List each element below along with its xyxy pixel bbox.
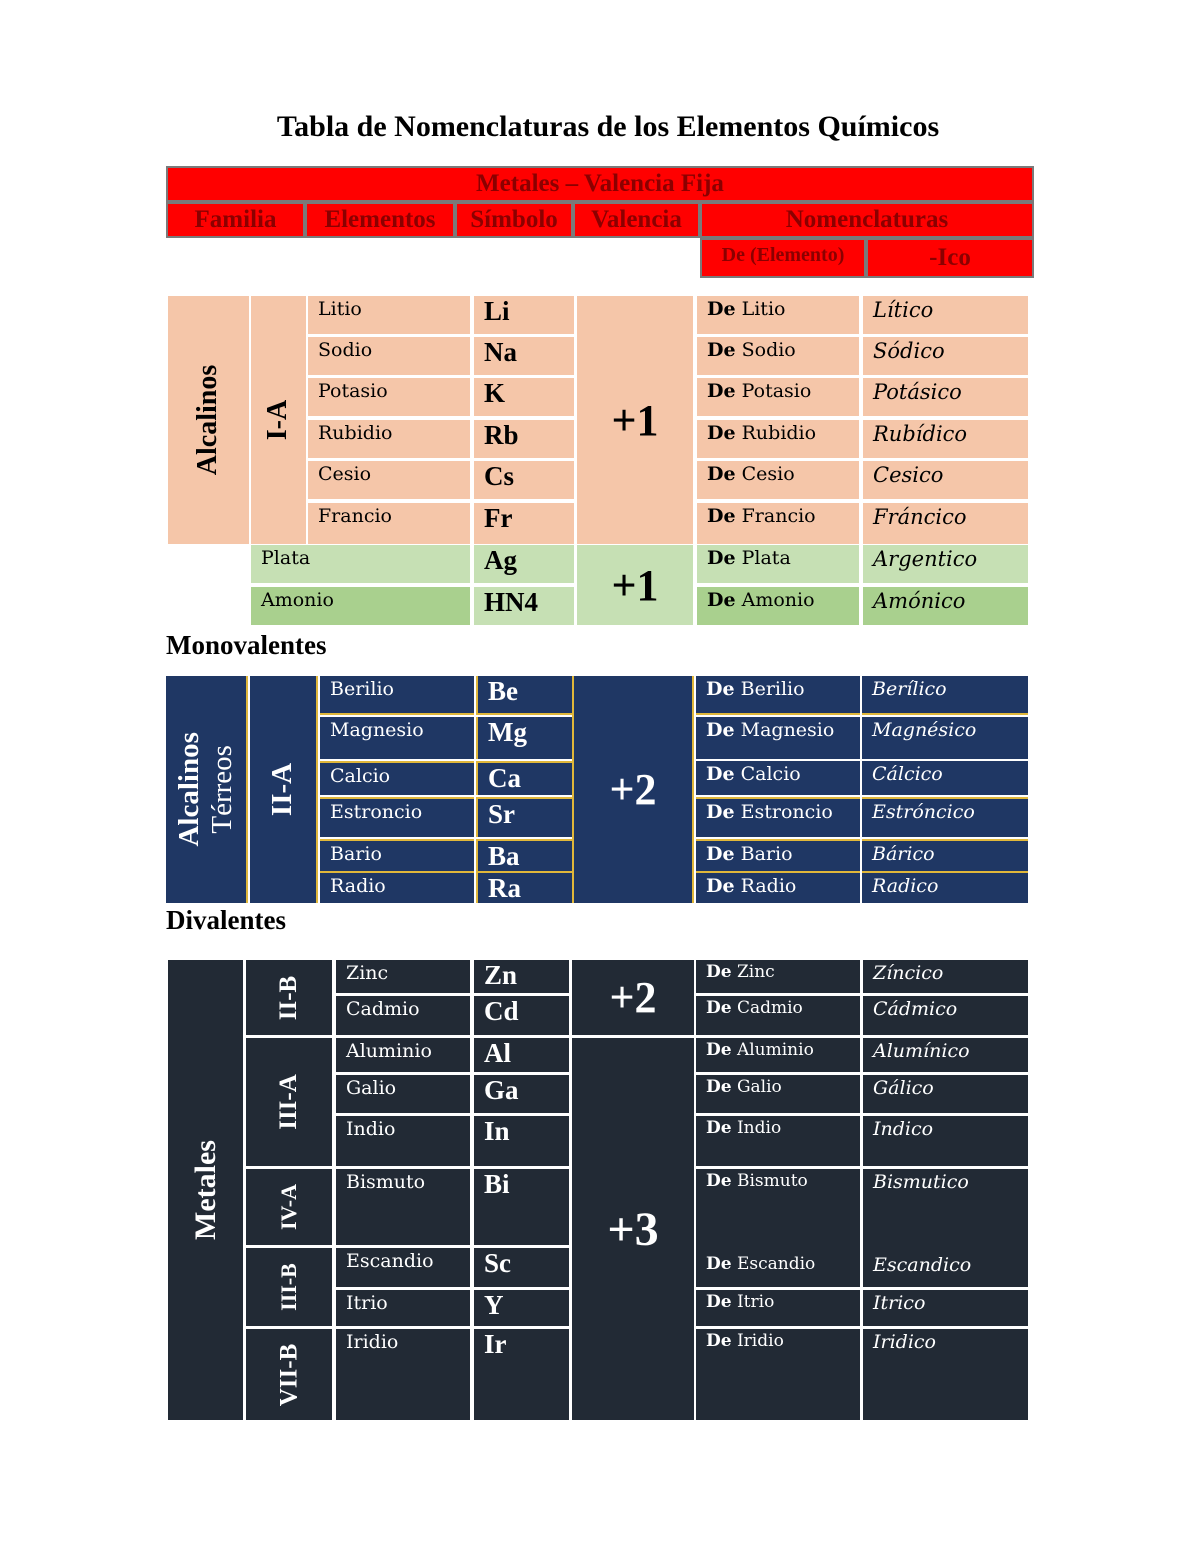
de-name: Sodio [735, 339, 796, 361]
group-label: IV-A [276, 1183, 301, 1231]
divalentes-heading: Divalentes [166, 905, 286, 935]
de-name: Radio [734, 875, 797, 897]
de-prefix: De [706, 1040, 732, 1060]
header-elementos: Elementos [305, 202, 455, 238]
de-name: Iridio [731, 1331, 784, 1351]
symbol-cell: Rb [474, 420, 574, 458]
de-prefix: De [707, 298, 736, 320]
symbol-cell: HN4 [474, 587, 574, 625]
symbol-cell: Cs [474, 461, 574, 499]
element-cell: Potasio [308, 378, 470, 416]
de-prefix: De [706, 1292, 732, 1312]
de-name: Berilio [734, 678, 805, 700]
de-prefix: De [706, 1171, 732, 1191]
ico-cell: Cesico [863, 461, 1028, 499]
element-cell: Litio [308, 296, 470, 334]
ico-cell: Zíncico [863, 960, 1028, 993]
de-name: Francio [735, 505, 816, 527]
de-name: Itrio [731, 1292, 775, 1312]
group-cell [250, 676, 318, 903]
symbol-cell: Ba [476, 839, 572, 871]
group-label: VII-B [274, 1343, 302, 1406]
de-name: Cesio [735, 463, 795, 485]
ico-cell: Fráncico [863, 503, 1028, 544]
family-label [173, 732, 240, 846]
de-cell [697, 461, 859, 499]
de-prefix: De [706, 1077, 732, 1097]
de-cell [696, 1075, 860, 1113]
de-cell [696, 676, 860, 715]
group-label: III-A [274, 1074, 302, 1130]
de-prefix: De [706, 719, 735, 741]
de-name: Bismuto [731, 1171, 808, 1191]
de-prefix: De [707, 505, 736, 527]
group-label: II-A [266, 762, 299, 817]
symbol-cell: Li [474, 296, 574, 334]
de-cell [696, 871, 860, 903]
de-name: Escandio [731, 1254, 816, 1274]
element-cell: Indio [336, 1116, 470, 1166]
symbol-cell: Be [476, 676, 572, 715]
de-cell [696, 960, 860, 993]
monovalentes-heading: Monovalentes [166, 630, 327, 660]
symbol-cell: Bi [474, 1169, 569, 1245]
element-cell: Cadmio [336, 996, 470, 1035]
ico-cell: Alumínico [863, 1038, 1028, 1072]
valence-cell: +1 [577, 545, 693, 625]
de-cell [697, 420, 859, 458]
de-cell [696, 1329, 860, 1420]
group-cell [251, 296, 306, 544]
element-cell: Radio [320, 871, 474, 903]
de-name: Cadmio [731, 998, 803, 1018]
de-prefix: De [707, 547, 736, 569]
element-cell: Amonio [251, 587, 470, 625]
ico-cell: Itrico [863, 1290, 1028, 1326]
valence-cell: +3 [572, 1038, 694, 1420]
symbol-cell: Ca [476, 761, 572, 795]
header-nomenclaturas: Nomenclaturas [700, 202, 1034, 238]
ico-cell: Potásico [863, 378, 1028, 416]
header-familia: Familia [166, 202, 305, 238]
de-prefix: De [706, 678, 735, 700]
symbol-cell: Na [474, 337, 574, 375]
de-cell [696, 1248, 860, 1287]
de-cell [697, 337, 859, 375]
symbol-cell: In [474, 1116, 569, 1166]
ico-cell: Cálcico [862, 761, 1028, 795]
element-cell: Bismuto [336, 1169, 470, 1245]
de-name: Galio [731, 1077, 782, 1097]
element-cell: Zinc [336, 960, 470, 993]
header-de-elemento: De (Elemento) [700, 238, 866, 278]
de-cell [696, 717, 860, 759]
element-cell: Escandio [336, 1248, 470, 1287]
family-cell [166, 676, 248, 903]
de-cell [696, 761, 860, 795]
ico-cell: Magnésico [862, 717, 1028, 759]
element-cell: Calcio [320, 761, 474, 795]
header-simbolo: Símbolo [455, 202, 573, 238]
de-cell [696, 797, 860, 837]
valence-cell: +2 [572, 960, 694, 1035]
de-name: Bario [734, 843, 793, 865]
ico-cell: Gálico [863, 1075, 1028, 1113]
ico-cell: Iridico [863, 1329, 1028, 1420]
de-cell [696, 1038, 860, 1072]
de-prefix: De [706, 801, 735, 823]
symbol-cell: Sr [476, 797, 572, 837]
ico-cell: Indico [863, 1116, 1028, 1166]
element-cell: Magnesio [320, 717, 474, 759]
de-name: Magnesio [734, 719, 835, 741]
de-cell [697, 587, 859, 625]
de-prefix: De [706, 962, 732, 982]
de-prefix: De [706, 1331, 732, 1351]
family-label-line1: Alcalinos [172, 732, 205, 847]
element-cell: Iridio [336, 1329, 470, 1420]
de-prefix: De [706, 843, 735, 865]
de-cell [697, 378, 859, 416]
ico-cell: Argentico [863, 545, 1028, 583]
symbol-cell: Mg [476, 717, 572, 759]
element-cell: Aluminio [336, 1038, 470, 1072]
element-cell: Rubidio [308, 420, 470, 458]
de-name: Plata [735, 547, 791, 569]
element-cell: Berilio [320, 676, 474, 715]
group-label: II-B [275, 975, 302, 1020]
de-prefix: De [707, 589, 736, 611]
symbol-cell: Cd [474, 996, 569, 1035]
de-name: Amonio [735, 589, 815, 611]
symbol-cell: Ga [474, 1075, 569, 1113]
de-name: Zinc [731, 962, 775, 982]
group-cell [246, 960, 332, 1035]
valence-cell: +1 [577, 296, 693, 544]
ico-cell: Sódico [863, 337, 1028, 375]
element-cell: Sodio [308, 337, 470, 375]
element-cell: Plata [251, 545, 470, 583]
de-prefix: De [706, 998, 732, 1018]
family-label: Metales [188, 1140, 222, 1240]
de-cell [696, 1116, 860, 1166]
symbol-cell: Fr [474, 503, 574, 544]
family-cell [168, 960, 243, 1420]
de-name: Aluminio [731, 1040, 814, 1060]
de-name: Calcio [734, 763, 801, 785]
de-cell [697, 296, 859, 334]
symbol-cell: Zn [474, 960, 569, 993]
symbol-cell: Ra [476, 871, 572, 903]
ico-cell: Radico [862, 871, 1028, 903]
symbol-cell: K [474, 378, 574, 416]
ico-cell: Berílico [862, 676, 1028, 715]
symbol-cell: Ir [474, 1329, 569, 1420]
group-cell [246, 1248, 332, 1326]
symbol-cell: Ag [474, 545, 574, 583]
ico-cell: Rubídico [863, 420, 1028, 458]
de-name: Potasio [735, 380, 812, 402]
de-prefix: De [707, 463, 736, 485]
de-prefix: De [706, 1254, 732, 1274]
family-label: Alcalinos [192, 364, 224, 476]
header-valencia: Valencia [573, 202, 700, 238]
group-label: III-B [276, 1263, 301, 1311]
group-cell [246, 1038, 332, 1166]
element-cell: Cesio [308, 461, 470, 499]
element-cell: Itrio [336, 1290, 470, 1326]
de-name: Rubidio [735, 422, 817, 444]
element-cell: Bario [320, 839, 474, 871]
symbol-cell: Al [474, 1038, 569, 1072]
group-label: I-A [262, 399, 294, 441]
ico-cell: Escandico [863, 1248, 1028, 1287]
ico-cell: Bismutico [863, 1169, 1028, 1287]
ico-cell: Estróncico [862, 797, 1028, 837]
family-label-line2: Térreos [206, 745, 238, 834]
de-prefix: De [706, 763, 735, 785]
ico-cell: Cádmico [863, 996, 1028, 1035]
symbol-cell: Y [474, 1290, 569, 1326]
de-cell [696, 996, 860, 1035]
de-name: Estroncio [734, 801, 833, 823]
de-name: Indio [731, 1118, 782, 1138]
element-cell: Galio [336, 1075, 470, 1113]
de-name: Litio [735, 298, 786, 320]
ico-cell: Bárico [862, 839, 1028, 871]
de-cell [696, 1290, 860, 1326]
group-cell [246, 1169, 332, 1245]
element-cell: Estroncio [320, 797, 474, 837]
de-prefix: De [707, 339, 736, 361]
de-prefix: De [706, 875, 735, 897]
de-prefix: De [707, 380, 736, 402]
header-ico: -Ico [866, 238, 1034, 278]
valence-cell: +2 [572, 676, 694, 903]
de-cell [696, 839, 860, 871]
de-cell [697, 545, 859, 583]
page-title: Tabla de Nomenclaturas de los Elementos Químicos [276, 110, 940, 143]
de-cell [697, 503, 859, 544]
de-prefix: De [707, 422, 736, 444]
ico-cell: Amónico [863, 587, 1028, 625]
de-prefix: De [706, 1118, 732, 1138]
header-banner: Metales – Valencia Fija [166, 166, 1034, 202]
group-cell [246, 1329, 332, 1420]
symbol-cell: Sc [474, 1248, 569, 1287]
ico-cell: Lítico [863, 296, 1028, 334]
element-cell: Francio [308, 503, 470, 544]
family-cell [168, 296, 249, 544]
